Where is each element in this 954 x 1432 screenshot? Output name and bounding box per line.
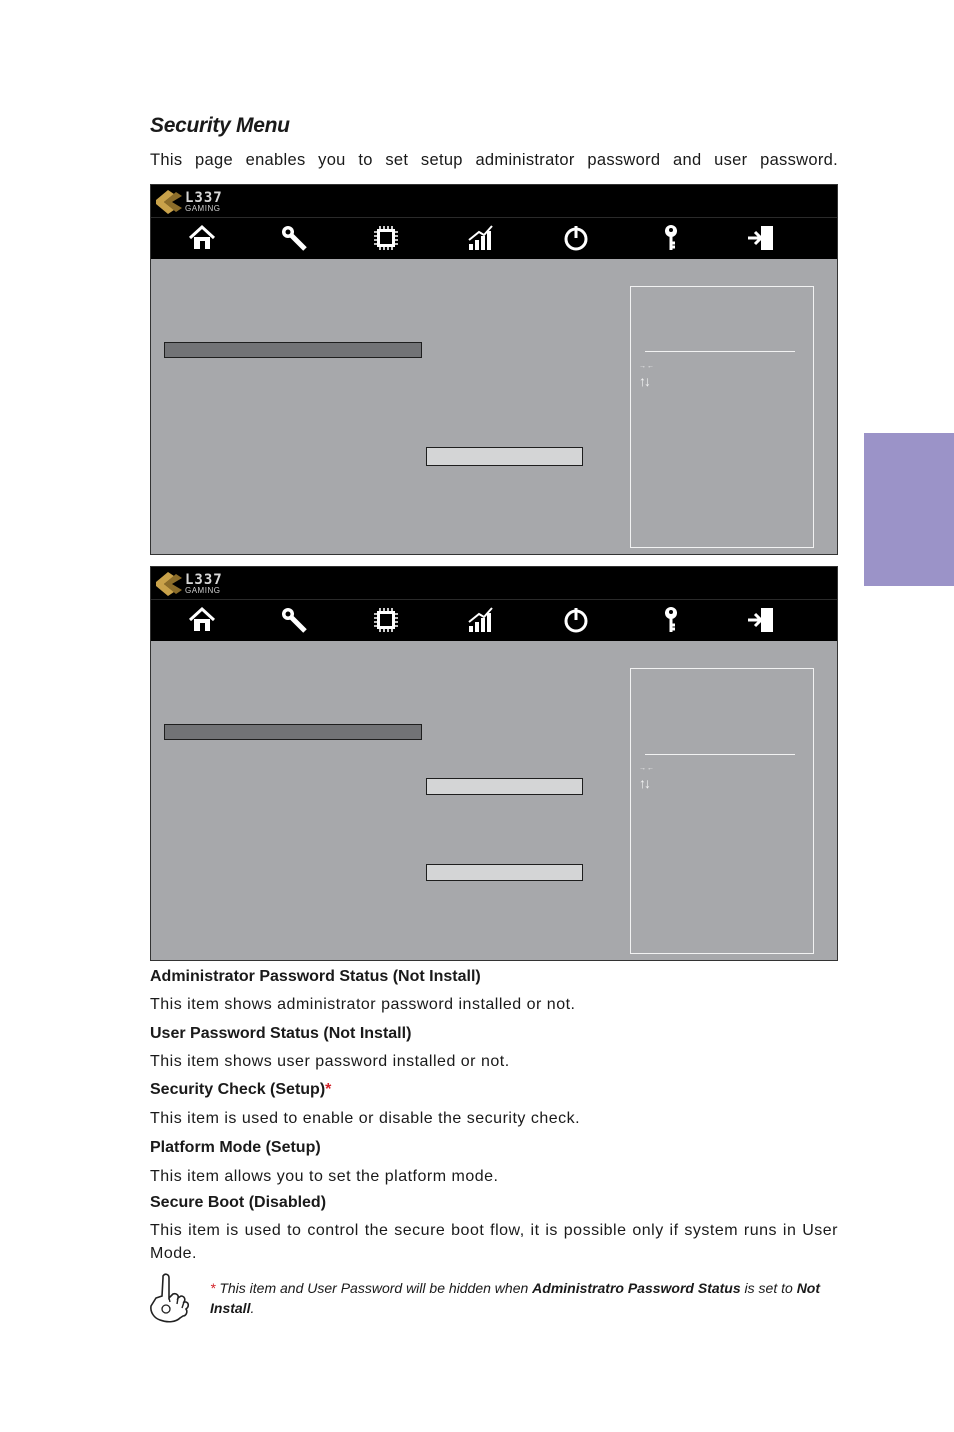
option-value-box[interactable] [426, 447, 583, 466]
help-panel [630, 668, 814, 954]
up-down-arrow-icon: ↑↓ [639, 775, 649, 791]
exit-icon[interactable] [746, 605, 776, 635]
bios-title-bar [151, 185, 837, 217]
brand-logo: L337 GAMING [154, 188, 246, 216]
chip-icon[interactable] [371, 605, 401, 635]
home-icon[interactable] [187, 223, 217, 253]
wrench-icon[interactable] [279, 605, 309, 635]
svg-text:L337: L337 [185, 572, 223, 588]
power-icon[interactable] [561, 223, 591, 253]
item-description: This item is used to enable or disable the security check. [150, 1110, 581, 1127]
chart-icon[interactable] [466, 605, 496, 635]
help-divider [645, 754, 795, 755]
item-title: Secure Boot (Disabled) [150, 1194, 327, 1211]
brand-logo: L337 GAMING [154, 570, 246, 598]
exit-icon[interactable] [746, 223, 776, 253]
option-value-box[interactable] [426, 864, 583, 881]
chart-icon[interactable] [466, 223, 496, 253]
menu-highlight-bar[interactable] [164, 342, 422, 358]
page-title: Security Menu [150, 114, 290, 137]
left-right-arrow-icon: →← [639, 765, 655, 772]
bios-title-bar [151, 567, 837, 599]
help-panel [630, 286, 814, 548]
footnote: * This item and User Password will be hidden when Administratro Password Status is set to Not Install. [210, 1280, 821, 1316]
item-title: Platform Mode (Setup) [150, 1139, 321, 1156]
menu-highlight-bar[interactable] [164, 724, 422, 740]
item-title: User Password Status (Not Install) [150, 1025, 412, 1042]
bios-nav-bar [151, 599, 837, 641]
home-icon[interactable] [187, 605, 217, 635]
item-title: Administrator Password Status (Not Install) [150, 968, 481, 985]
left-right-arrow-icon: →← [639, 363, 655, 370]
side-chapter-tab [864, 433, 954, 586]
bios-screenshot-2 [150, 566, 838, 961]
option-value-box[interactable] [426, 778, 583, 795]
bios-screenshot-1 [150, 184, 838, 555]
svg-text:L337: L337 [185, 190, 223, 206]
up-down-arrow-icon: ↑↓ [639, 373, 649, 389]
help-divider [645, 351, 795, 352]
key-icon[interactable] [656, 223, 686, 253]
item-description: This item allows you to set the platform mode. [150, 1168, 499, 1185]
bios-nav-bar [151, 217, 837, 259]
footnote-star: * [210, 1280, 216, 1296]
power-icon[interactable] [561, 605, 591, 635]
chip-icon[interactable] [371, 223, 401, 253]
item-description: This item shows administrator password installed or not. [150, 996, 576, 1013]
intro-text: This page enables you to set setup administrator password and user password. [150, 151, 838, 169]
item-description: This item shows user password installed or not. [150, 1053, 510, 1070]
item-title: Security Check (Setup)* [150, 1081, 332, 1098]
asterisk-marker: * [325, 1081, 332, 1098]
wrench-icon[interactable] [279, 223, 309, 253]
pointing-hand-icon [146, 1272, 192, 1326]
key-icon[interactable] [656, 605, 686, 635]
item-description: This item is used to control the secure boot flow, it is possible only if system runs in User Mode. [150, 1222, 838, 1262]
